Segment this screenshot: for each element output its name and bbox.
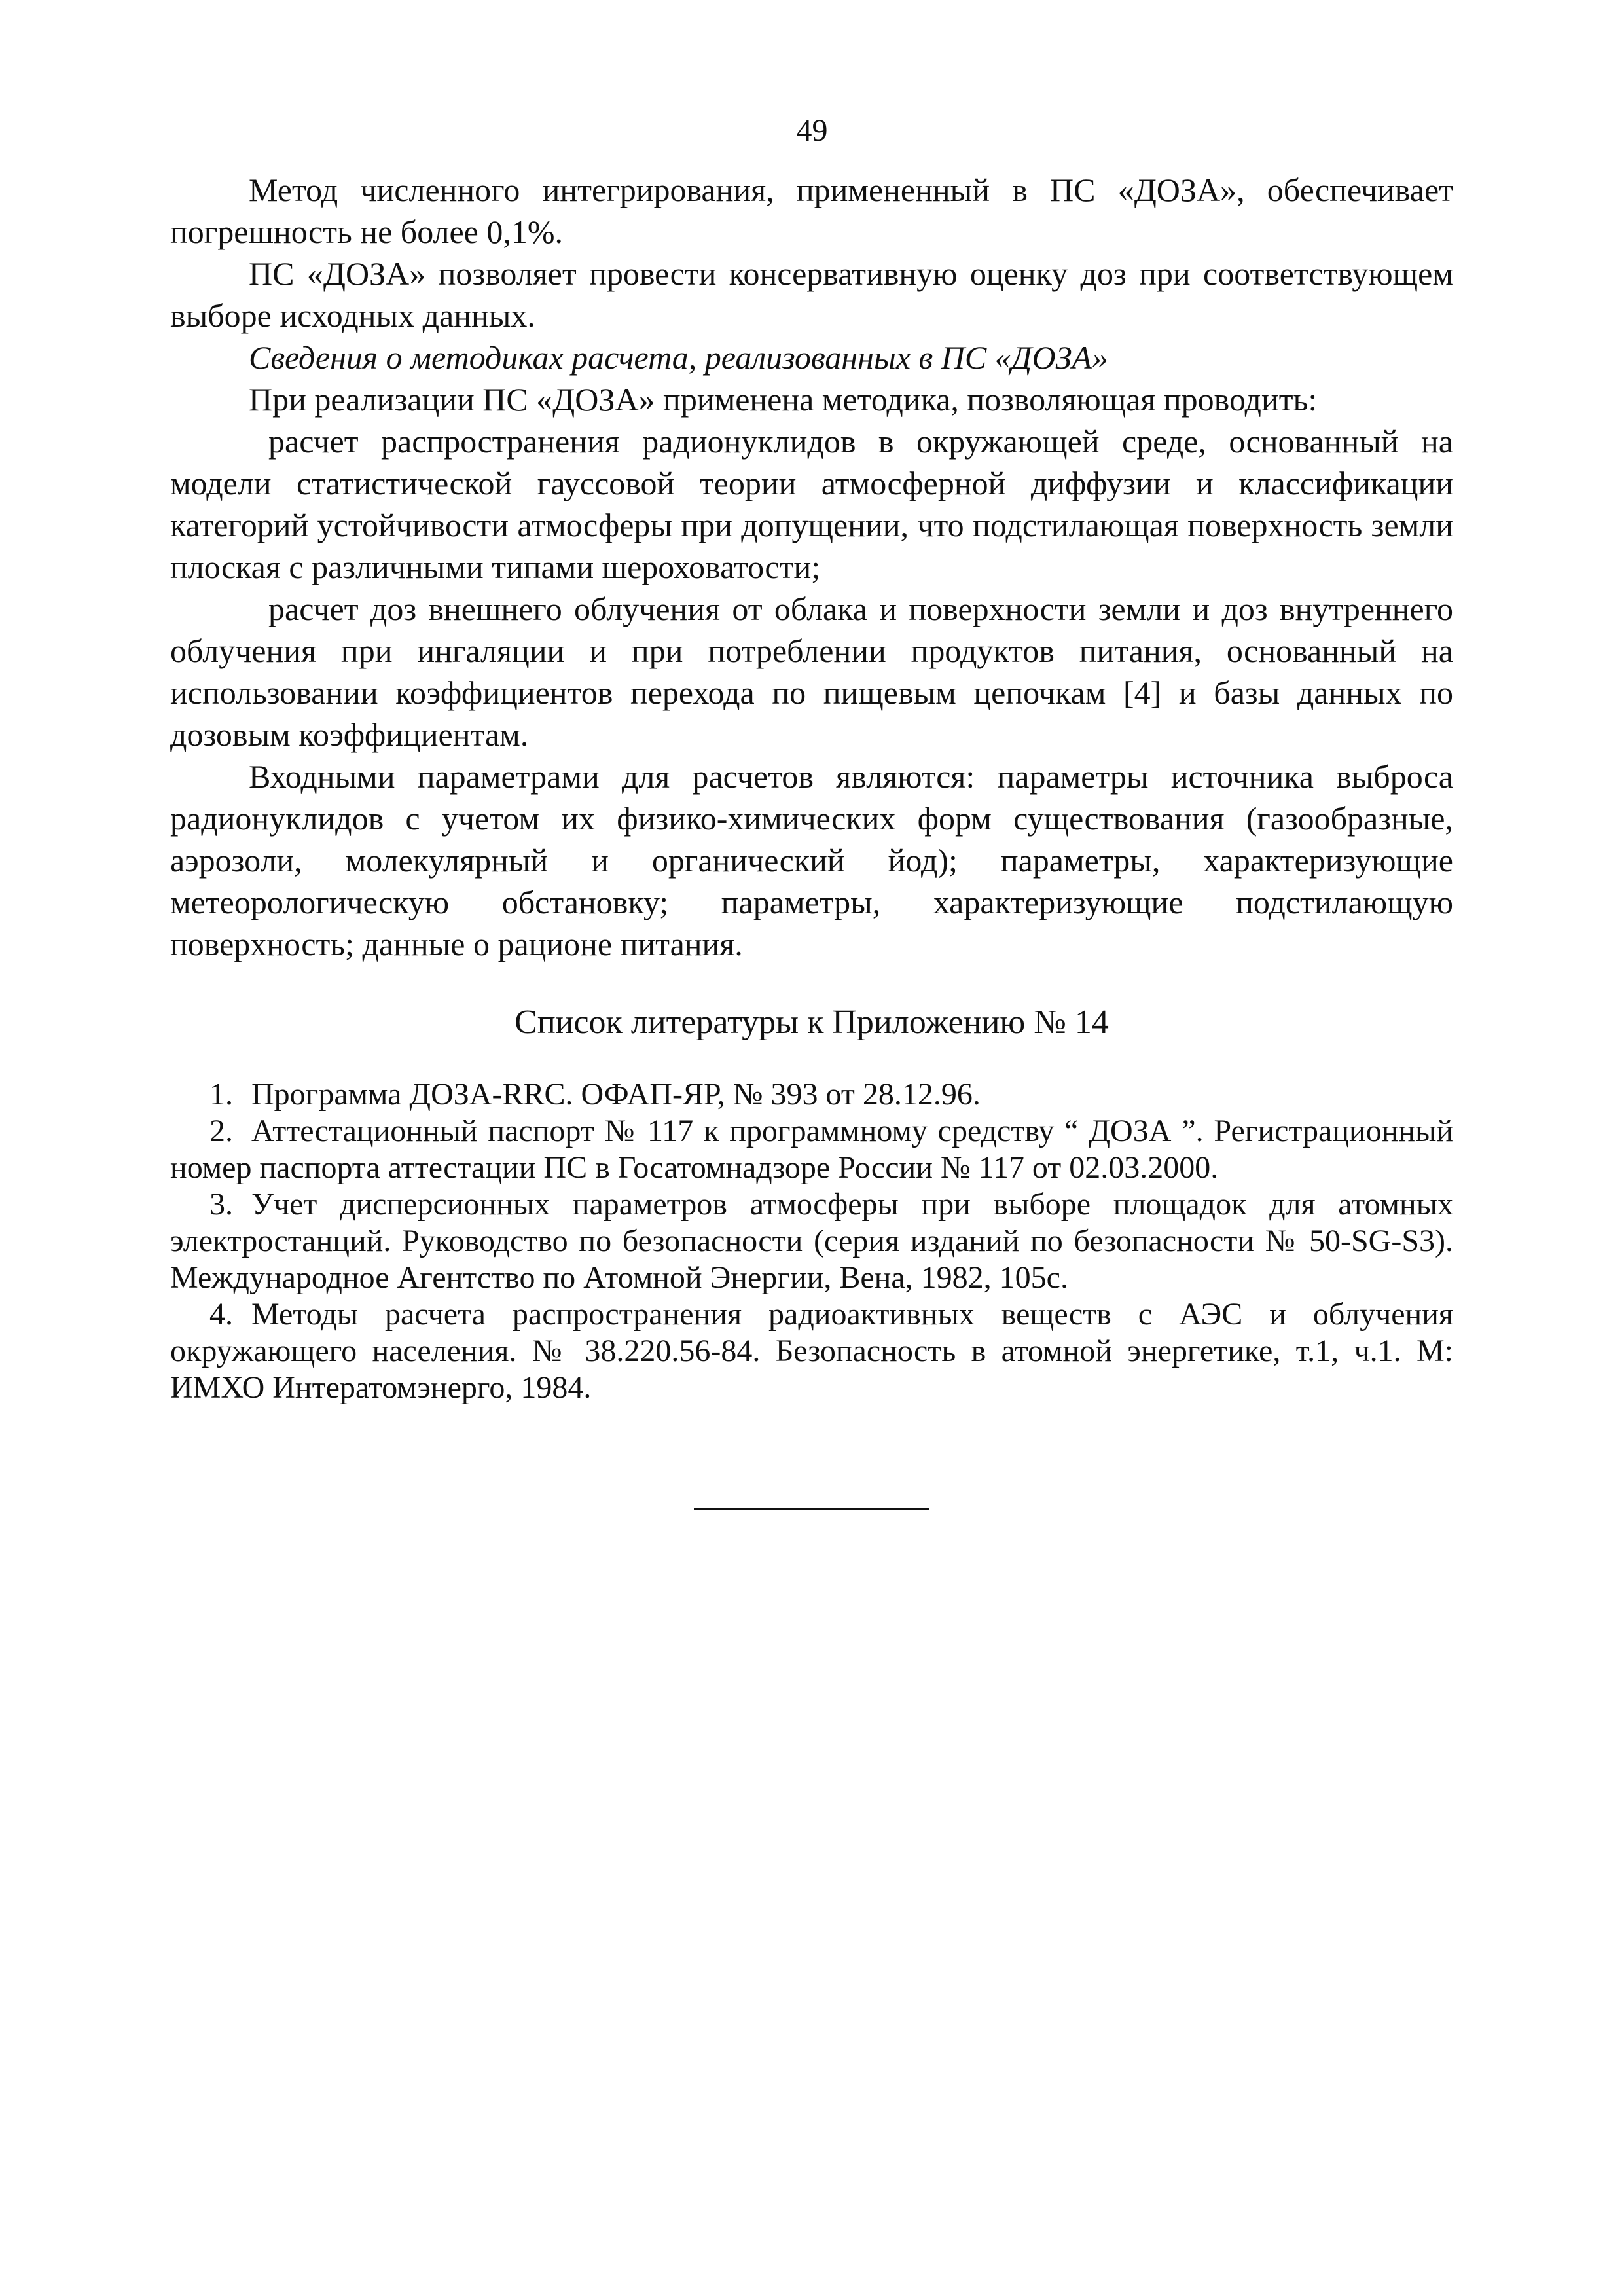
method-item-dose: расчет доз внешнего облучения от облака и поверхности земли и доз внутреннего облучения при ингаляции и при потреблении продуктов питания, основанный на использовании коэффициентов перехода по пищевым цепочкам [4] и базы данных по дозовым коэффициентам.	[170, 591, 1453, 753]
methods-heading: Сведения о методиках расчета, реализованных в ПС «ДОЗА»	[249, 339, 1108, 376]
paragraph-integration-accuracy: Метод численного интегрирования, примененный в ПС «ДОЗА», обеспечивает погрешность не более 0,1%.	[170, 172, 1453, 250]
references-title: Список литературы к Приложению № 14	[514, 1004, 1109, 1041]
reference-number: 3.	[209, 1187, 233, 1222]
document-body	[170, 169, 1453, 1406]
reference-number: 4.	[209, 1297, 233, 1332]
paragraph-input-parameters: Входными параметрами для расчетов являются: параметры источника выброса радионуклидов с учетом их физико-химических форм существования (газообразные, аэрозоли, молекулярный и органический йод); параметры, характеризующие метеорологическую обстановку; параметры, характеризующие подстилающую поверхность; данные о рационе питания.	[170, 758, 1453, 962]
page-number: 49	[796, 113, 828, 148]
paragraph-conservative-estimate: ПС «ДОЗА» позволяет провести консервативную оценку доз при соответствующем выборе исходных данных.	[170, 255, 1453, 334]
references-list	[170, 1076, 1453, 1406]
reference-text: Учет дисперсионных параметров атмосферы при выборе площадок для атомных электростанций. Руководство по безопасности (серия изданий по безопасности № 50-SG-S3). Международное Агентство по Атомной Энергии, Вена, 1982, 105с.	[170, 1187, 1453, 1295]
method-item-dispersion: расчет распространения радионуклидов в окружающей среде, основанный на модели статистической гауссовой теории атмосферной диффузии и классификации категорий устойчивости атмосферы при допущении, что подстилающая поверхность земли плоская с различными типами шероховатости;	[170, 423, 1453, 585]
end-of-section-rule	[694, 1508, 929, 1510]
methods-intro: При реализации ПС «ДОЗА» применена методика, позволяющая проводить:	[249, 381, 1318, 418]
reference-item	[170, 1113, 1453, 1186]
reference-item	[170, 1296, 1453, 1406]
reference-number: 1.	[209, 1077, 233, 1112]
reference-item	[170, 1186, 1453, 1296]
reference-text: Методы расчета распространения радиоактивных веществ с АЭС и облучения окружающего населения. № 38.220.56-84. Безопасность в атомной энергетике, т.1, ч.1. М: ИМХО Интератомэнерго, 1984.	[170, 1297, 1453, 1405]
reference-item	[170, 1076, 1453, 1113]
reference-number: 2.	[209, 1114, 233, 1148]
reference-text: Программа ДОЗА-RRC. ОФАП-ЯР, № 393 от 28.12.96.	[251, 1077, 981, 1112]
reference-text: Аттестационный паспорт № 117 к программному средству “ ДОЗА ”. Регистрационный номер паспорта аттестации ПС в Госатомнадзоре России № 117 от 02.03.2000.	[170, 1114, 1453, 1185]
